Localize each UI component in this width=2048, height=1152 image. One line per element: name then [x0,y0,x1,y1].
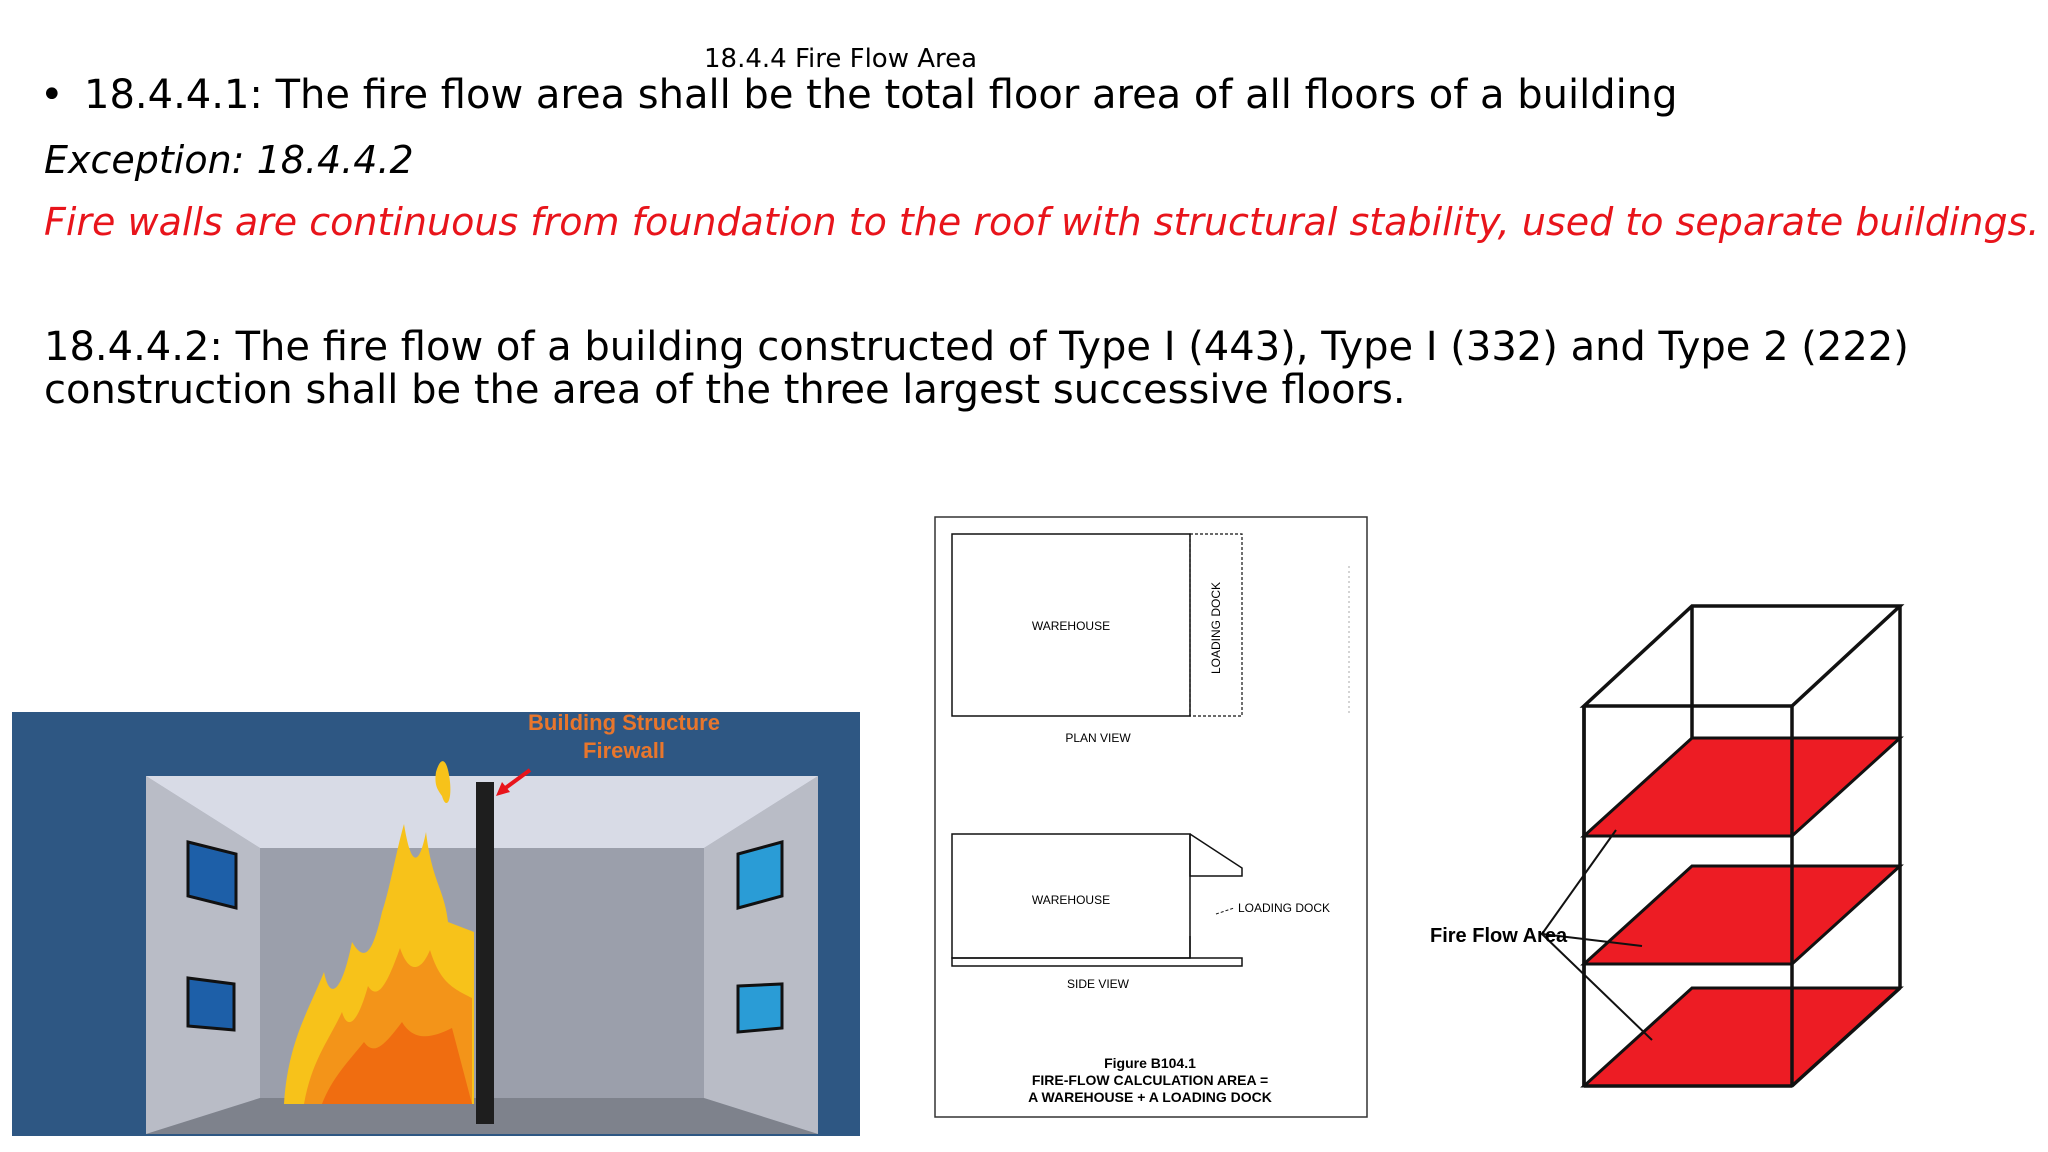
fire-flow-area-svg [1430,590,1990,1100]
firewall-label-line1: Building Structure [528,712,720,735]
figure-b104-svg [934,516,1368,1118]
firewall-label-line2: Firewall [583,738,665,763]
slide-title: 18.4.4 Fire Flow Area [704,44,978,74]
figure-frame [935,517,1367,1117]
fire-flow-area-label: Fire Flow Area [1430,925,1568,947]
figure-caption-line3: A WAREHOUSE + A LOADING DOCK [1028,1089,1272,1105]
exception-paragraph: 18.4.4.2: The fire flow of a building constructed of Type I (443), Type I (332) and Type 2 (222) construction shall be the area of the three largest successive floors. [44,324,1909,413]
firewall-illustration-svg [12,712,860,1136]
firewall-illustration [12,712,860,1136]
fire-wall-note: Fire walls are continuous from foundation to the roof with structural stability, used to separate buildings. [44,200,2040,244]
floor-upper [1584,738,1900,836]
side-view-label: SIDE VIEW [1066,977,1130,991]
side-warehouse-label: WAREHOUSE [1031,893,1111,907]
bullet-glyph: • [40,72,64,118]
figure-caption-line2: FIRE-FLOW CALCULATION AREA = [1031,1072,1269,1088]
side-loading-dock-label: LOADING DOCK [1238,901,1331,915]
exception-text: Exception: 18.4.4.2 [44,138,414,182]
window-left-lower [188,978,234,1030]
plan-loading-dock-label: LOADING DOCK [1209,581,1223,675]
bullet-text: 18.4.4.1: The fire flow area shall be the total floor area of all floors of a building [84,72,1678,118]
firewall-wall [476,782,494,1124]
fire-flow-area-diagram [1430,590,1990,1100]
window-left-upper [188,842,236,908]
bullet-item [40,72,1677,118]
window-right-upper [738,842,782,908]
plan-view-label: PLAN VIEW [1065,731,1131,745]
window-right-lower [738,984,782,1032]
floor-lower [1584,988,1900,1086]
plan-warehouse-label: WAREHOUSE [1031,619,1111,633]
figure-b104-1 [934,516,1368,1118]
floor-middle [1584,866,1900,964]
figure-caption-title: Figure B104.1 [1104,1055,1196,1071]
